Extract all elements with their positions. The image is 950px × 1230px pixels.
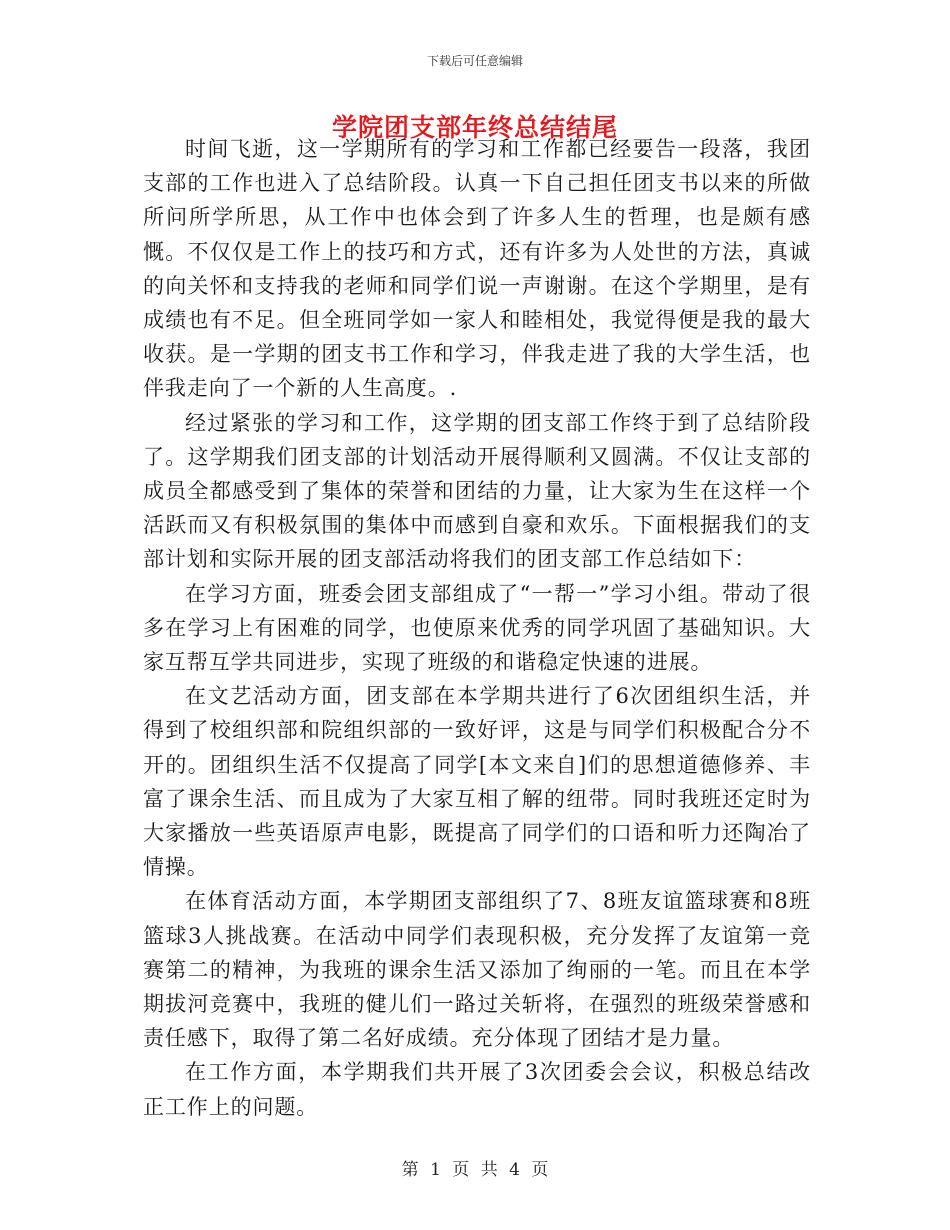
page-number-footer: 第 1 页 共 4 页 [401,1160,549,1180]
paragraph: 经过紧张的学习和工作，这学期的团支部工作终于到了总结阶段了。这学期我们团支部的计划活动开展得顺利又圆满。不仅让支部的成员全都感受到了集体的荣誉和团结的力量，让大家为生在这样一个活跃而又有积极氛围的集体中而感到自豪和欢乐。下面根据我们的支部计划和实际开展的团支部活动将我们的团支部工作总结如下： [143,410,811,572]
page-header-note: 下载后可任意编辑 [426,54,523,68]
paragraph: 时间飞逝，这一学期所有的学习和工作都已经要告一段落，我团支部的工作也进入了总结阶段。认真一下自己担任团支书以来的所做所问所学所思，从工作中也体会到了许多人生的哲理，也是颇有感慨。不仅仅是工作上的技巧和方式，还有许多为人处世的方法，真诚的向关怀和支持我的老师和同学们说一声谢谢。在这个学期里，是有成绩也有不足。但全班同学如一家人和睦相处，我觉得便是我的最大收获。是一学期的团支书工作和学习，伴我走进了我的大学生活，也伴我走向了一个新的人生高度。. [143,137,811,401]
paragraph: 在文艺活动方面，团支部在本学期共进行了6次团组织生活，并得到了校组织部和院组织部的一致好评，这是与同学们积极配合分不开的。团组织生活不仅提高了同学[本文来自]们的思想道德修养、丰富了课余生活、而且成为了大家互相了解的纽带。同时我班还定时为大家播放一些英语原声电影，既提高了同学们的口语和听力还陶冶了情操。 [143,684,811,880]
document-body [143,132,811,1124]
paragraph: 在工作方面，本学期我们共开展了3次团委会会议，积极总结改正工作上的问题。 [143,1060,811,1119]
paragraph: 在学习方面，班委会团支部组成了“一帮一”学习小组。带动了很多在学习上有困难的同学，也使原来优秀的同学巩固了基础知识。大家互帮互学共同进步，实现了班级的和谐稳定快速的进展。 [143,581,811,675]
paragraph: 在体育活动方面，本学期团支部组织了7、8班友谊篮球赛和8班篮球3人挑战赛。在活动中同学们表现积极，充分发挥了友谊第一竞赛第二的精神，为我班的课余生活又添加了绚丽的一笔。而且在本学期拔河竞赛中，我班的健儿们一路过关斩将，在强烈的班级荣誉感和责任感下，取得了第二名好成绩。充分体现了团结才是力量。 [143,889,811,1051]
document-title: 学院团支部年终总结结尾 [331,113,618,142]
